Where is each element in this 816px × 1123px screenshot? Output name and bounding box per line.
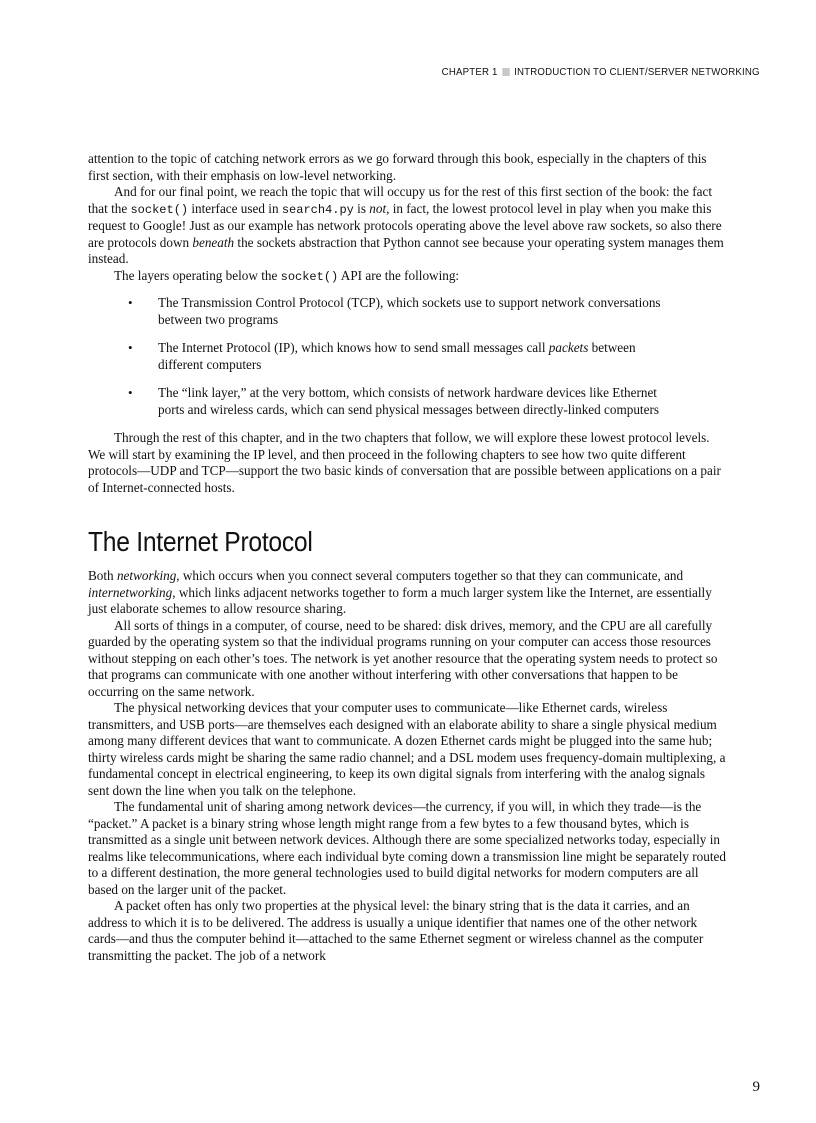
- header-separator-icon: [502, 68, 509, 76]
- outro-paragraph: Through the rest of this chapter, and in the two chapters that follow, we will explore these lowest protocol levels. We will start by examining the IP level, and then proceed in the following chapters to see how two quite different protocols—UDP and TCP—support the two basic kinds of conversation that are possible between applications on a pair of Internet-connected hosts.: [88, 430, 721, 495]
- intro-paragraph-1: attention to the topic of catching network errors as we go forward through this book, especially in the chapters of this first section, with their emphasis on low-level networking.: [88, 151, 707, 183]
- list-item-text: The Transmission Control Protocol (TCP), which sockets use to support network conversations between two programs: [158, 295, 661, 327]
- chapter-title: INTRODUCTION TO CLIENT/SERVER NETWORKING: [514, 66, 760, 78]
- text-run: , in fact, the lowest protocol level in play when you make this request to Google! Just as our example has network protocols operating above the level above raw sockets, so also there are protocols down: [88, 200, 722, 250]
- section-heading: The Internet Protocol: [88, 526, 313, 557]
- list-item: [88, 295, 728, 328]
- code-socket-api: socket(): [280, 269, 339, 284]
- text-run: interface used in: [188, 200, 282, 216]
- bullet-icon: •: [128, 385, 133, 400]
- bullet-icon: •: [128, 295, 133, 310]
- emphasis-networking: networking: [116, 568, 177, 583]
- text-run: API are the following:: [338, 267, 460, 283]
- list-item: [88, 340, 728, 373]
- text-run: And for our final point, we reach the topic that will occupy us for the rest of this first section of the book: the fact that the: [88, 184, 713, 216]
- code-socket: socket(): [130, 202, 189, 217]
- page-body: [88, 151, 728, 964]
- section-paragraph-3: The physical networking devices that your computer uses to communicate—like Ethernet cards, wireless transmitters, and USB ports—are themselves each designed with an elaborate ability to share a single physical medium among many different devices that want to communicate. A dozen Ethernet cards might be plugged into the same hub; thirty wireless cards might be sharing the same radio channel; and a DSL modem uses frequency-domain multiplexing, a fundamental concept in electrical engineering, to keep its own digital signals from interfering with the analog signals sent down the line when you talk on the telephone.: [88, 700, 726, 798]
- emphasis-beneath: beneath: [192, 234, 235, 250]
- list-item-text: between different computers: [158, 340, 636, 372]
- emphasis-internetworking: internetworking: [88, 584, 173, 600]
- page-number: 9: [752, 1079, 760, 1095]
- section-paragraph-5: A packet often has only two properties at the physical level: the binary string that is the data it carries, and an address to which it is to be delivered. The address is usually a unique identifier that names one of the other network cards—and thus the computer behind it—attached to the same Ethernet segment or wireless channel as the computer transmitting the packet. The job of a network: [88, 898, 704, 963]
- section-paragraph-2: All sorts of things in a computer, of course, need to be shared: disk drives, memory, and the CPU are all carefully guarded by the operating system so that the individual programs running on your computer can access those resources without stepping on each other’s toes. The network is yet another resource that the operating system needs to protect so that programs can communicate with one another without interfering with other conversations that happen to be occurring on the same network.: [88, 617, 718, 699]
- list-item: [88, 385, 728, 418]
- text-run: , which links adjacent networks together to form a much larger system like the Internet, are essentially just elaborate schemes to allow resource sharing.: [88, 584, 712, 616]
- intro-paragraph-3: [88, 268, 728, 286]
- emphasis-not: not: [369, 200, 387, 216]
- running-header: [442, 66, 760, 78]
- list-item-text: The “link layer,” at the very bottom, which consists of network hardware devices like Ethernet ports and wireless cards, which can send physical messages between directly-linked computers: [158, 385, 659, 417]
- emphasis-packets: packets: [548, 340, 589, 355]
- text-run: is: [353, 200, 370, 216]
- list-item-text: The Internet Protocol (IP), which knows how to send small messages call: [158, 340, 549, 355]
- text-run: the sockets abstraction that Python cannot see because your operating system manages them instead.: [88, 234, 724, 266]
- chapter-label: CHAPTER 1: [441, 66, 498, 78]
- section-paragraph-1: [88, 568, 728, 618]
- section-paragraph-4: The fundamental unit of sharing among network devices—the currency, if you will, in which they trade—is the “packet.” A packet is a binary string whose length might range from a few bytes to a few thousand bytes, which is transmitted as a single unit between network devices. Although there are some specialized networks today, especially in realms like telecommunications, where each individual byte coming down a transmission line might be separately routed to a different destination, the more general technologies used to build digital networks for modern computers are all based on the larger unit of the packet.: [88, 799, 726, 897]
- protocol-layer-list: [88, 295, 728, 418]
- bullet-icon: •: [128, 340, 133, 355]
- code-search4: search4.py: [281, 202, 354, 217]
- text-run: Both: [88, 568, 117, 583]
- text-run: , which occurs when you connect several computers together so that they can communicate, and: [176, 568, 684, 583]
- intro-paragraph-2: [88, 184, 728, 268]
- text-run: The layers operating below the: [114, 267, 281, 283]
